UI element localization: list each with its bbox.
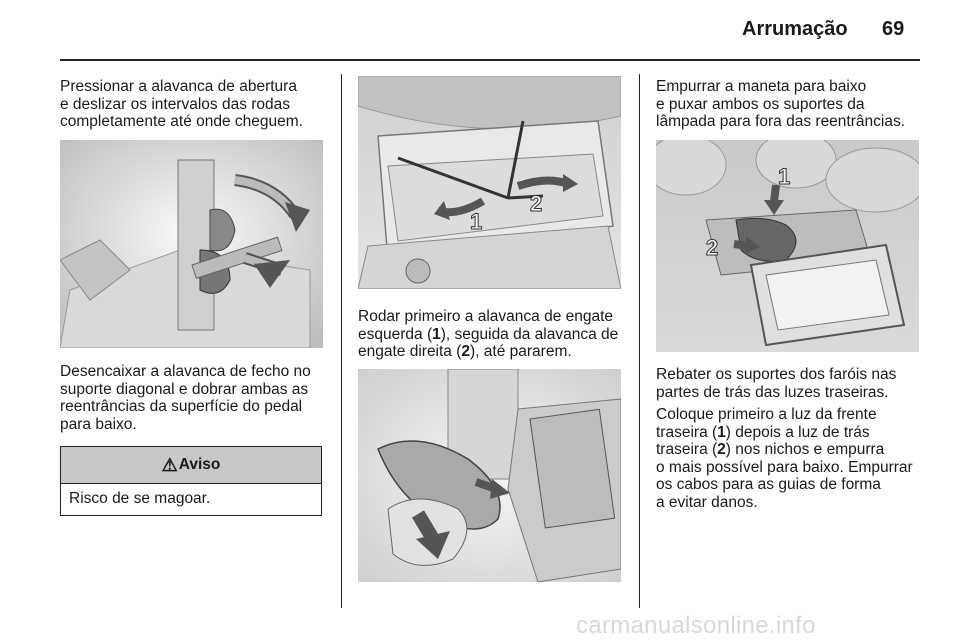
figure-lever-detail	[358, 369, 621, 582]
callout-1: 1	[778, 164, 791, 189]
instruction-lamp-holders: Empurrar a maneta para baixo e puxar ambos os suportes da lâmpada para fora das reentrâncias.	[656, 78, 906, 130]
warning-title: Aviso	[178, 456, 221, 473]
instruction-fold-holders: Rebater os suportes dos faróis nas partes de trás das luzes traseiras.	[656, 366, 897, 401]
callout-2: 2	[530, 191, 543, 216]
column-divider-left	[341, 74, 342, 608]
instruction-rotate-levers: Rodar primeiro a alavanca de engate esquerda (1), seguida da alavanca de engate direita (2), até pararem.	[358, 308, 619, 360]
figure-lamp-holders	[656, 140, 919, 352]
instruction-insert-lights: Coloque primeiro a luz da frente traseira (1) depois a luz de trás traseira (2) nos nichos e empurra o mais possível para baixo. Empurrar os cabos para as guias de forma a evitar danos.	[656, 406, 913, 511]
figure-wheel-spacer-lever	[60, 140, 323, 348]
warning-text: Risco de se magoar.	[69, 490, 211, 507]
instruction-wheel-spacers: Pressionar a alavanca de abertura e deslizar os intervalos das rodas completamente até onde cheguem.	[60, 78, 303, 130]
column-divider-right	[639, 74, 640, 608]
warning-header	[61, 447, 321, 484]
page-title: Arrumação	[742, 18, 848, 40]
instruction-release-lever: Desencaixar a alavanca de fecho no suporte diagonal e dobrar ambas as reentrâncias da superfície do pedal para baixo.	[60, 363, 311, 433]
page-number: 69	[882, 18, 905, 40]
warning-triangle-icon: ⚠	[161, 454, 178, 475]
warning-box	[60, 446, 322, 516]
figure-engagement-levers	[358, 76, 621, 289]
header-rule	[60, 59, 920, 61]
callout-1: 1	[470, 209, 483, 234]
watermark: carmanualsonline.info	[576, 612, 816, 639]
callout-2: 2	[706, 235, 719, 260]
